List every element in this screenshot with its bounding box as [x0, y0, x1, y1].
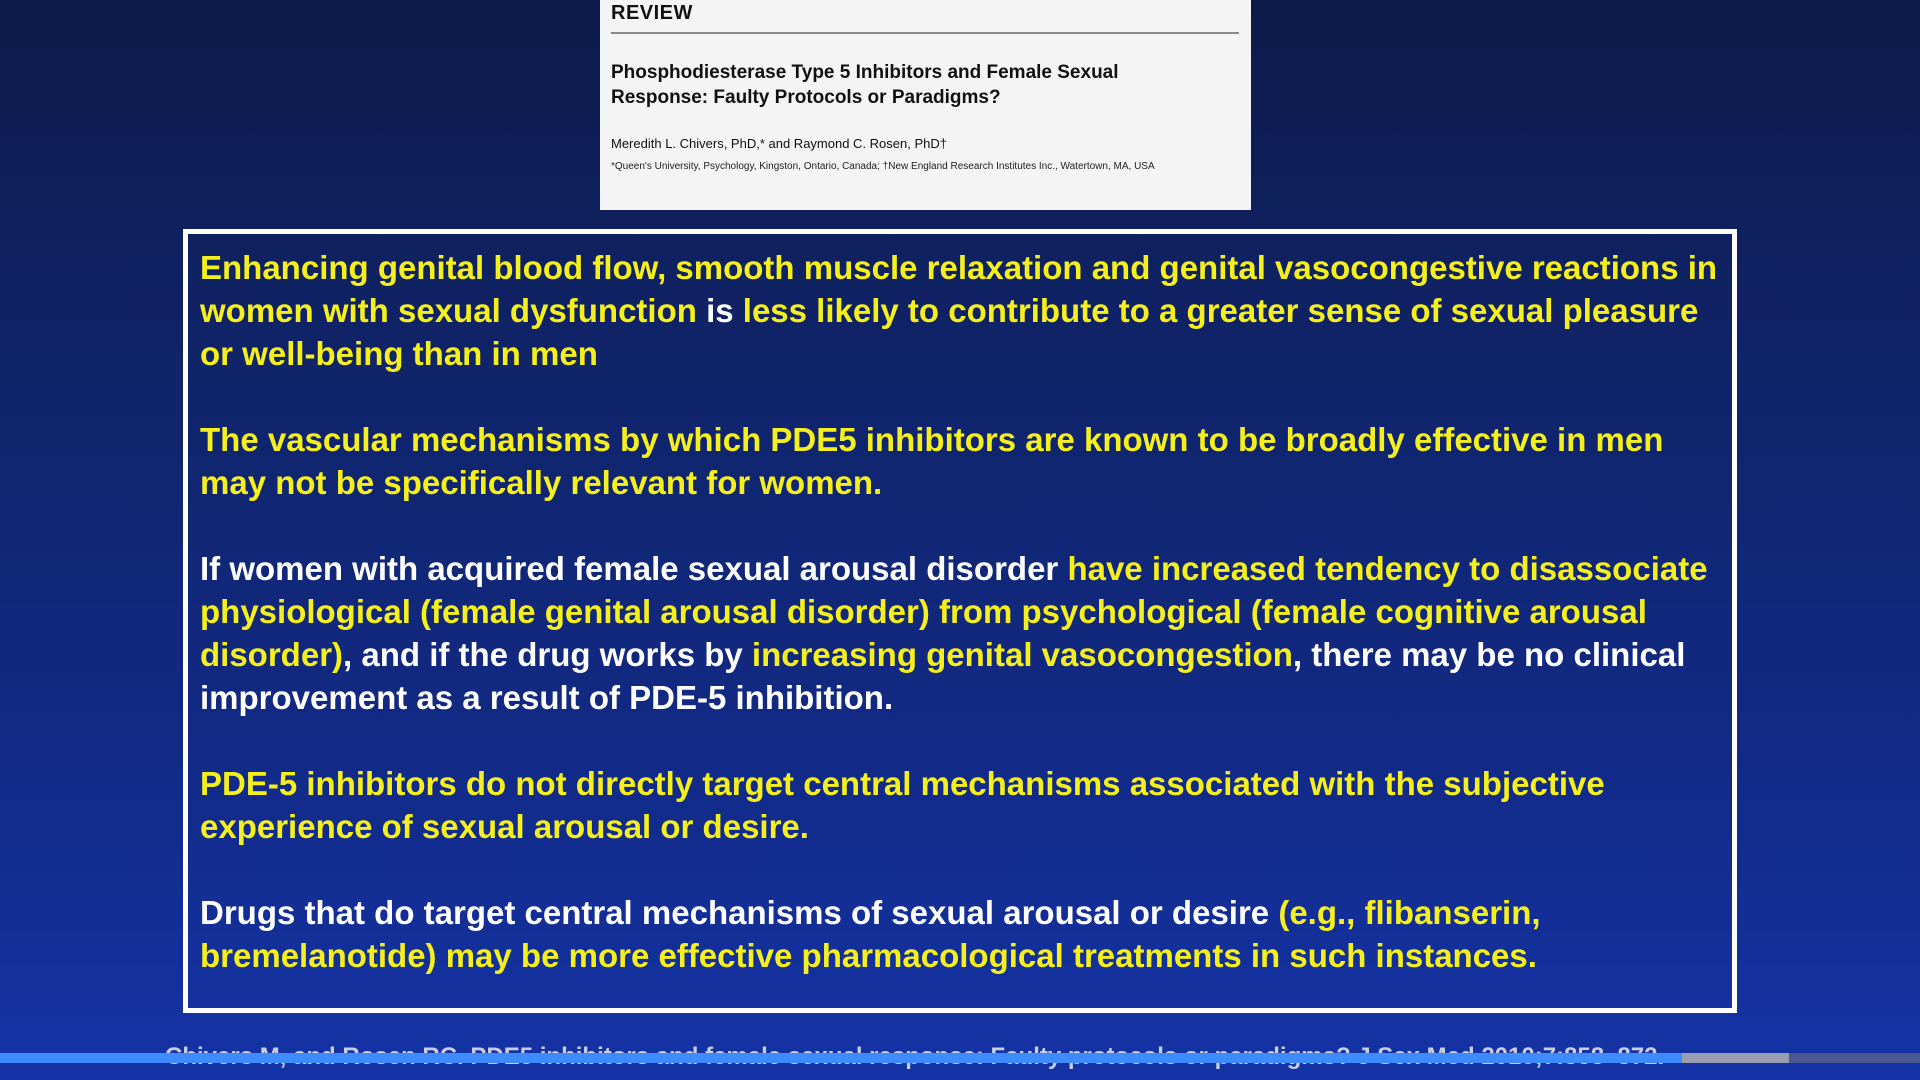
paper-section-tag: REVIEW	[611, 0, 1239, 34]
plain-text: is	[706, 292, 743, 329]
paper-affiliation: *Queen's University, Psychology, Kingston, Ontario, Canada; †New England Research Institutes Inc., Watertown, MA, USA	[611, 161, 1155, 172]
bullet-point-3	[200, 547, 1720, 719]
plain-text: , and if the drug works by	[343, 636, 752, 673]
highlighted-text: increasing genital vasocongestion	[751, 636, 1293, 673]
bullet-point-5	[200, 891, 1720, 977]
paper-authors: Meredith L. Chivers, PhD,* and Raymond C. Rosen, PhD†	[611, 136, 947, 151]
bullet-point-2	[200, 418, 1720, 504]
paper-title-line-1: Phosphodiesterase Type 5 Inhibitors and Female Sexual	[611, 62, 1119, 83]
video-progress-fill	[0, 1053, 1682, 1063]
plain-text: If women with acquired female sexual arousal disorder	[200, 550, 1068, 587]
plain-text: , there may be no clinical improvement as a result of PDE-5 inhibition.	[200, 636, 1686, 716]
highlighted-text: (e.g., flibanserin, bremelanotide) may be more effective pharmacological treatments in such instances.	[200, 894, 1541, 974]
bullet-point-4	[200, 762, 1720, 848]
paper-title	[611, 60, 1239, 110]
paper-title-line-2: Response: Faulty Protocols or Paradigms?	[611, 87, 1001, 108]
paper-header-image	[600, 0, 1251, 210]
highlighted-text: The vascular mechanisms by which PDE5 inhibitors are known to be broadly effective in men may not be specifically relevant for women.	[200, 421, 1664, 501]
plain-text: Drugs that do target central mechanisms of sexual arousal or desire	[200, 894, 1279, 931]
video-progress-bar[interactable]	[0, 1053, 1920, 1063]
highlighted-text: less likely to contribute to a greater sense of sexual pleasure or well-being than in men	[200, 292, 1699, 372]
highlighted-text: have increased tendency to disassociate physiological (female genital arousal disorder) from psychological (female cognitive arousal disorder)	[200, 550, 1708, 673]
bullet-point-1	[200, 246, 1720, 375]
highlighted-text: Enhancing genital blood flow, smooth muscle relaxation and genital vasocongestive reactions in women with sexual dysfunction	[200, 249, 1718, 329]
slide-content-box	[183, 229, 1737, 1013]
highlighted-text: PDE-5 inhibitors do not directly target central mechanisms associated with the subjective experience of sexual arousal or desire.	[200, 765, 1605, 845]
